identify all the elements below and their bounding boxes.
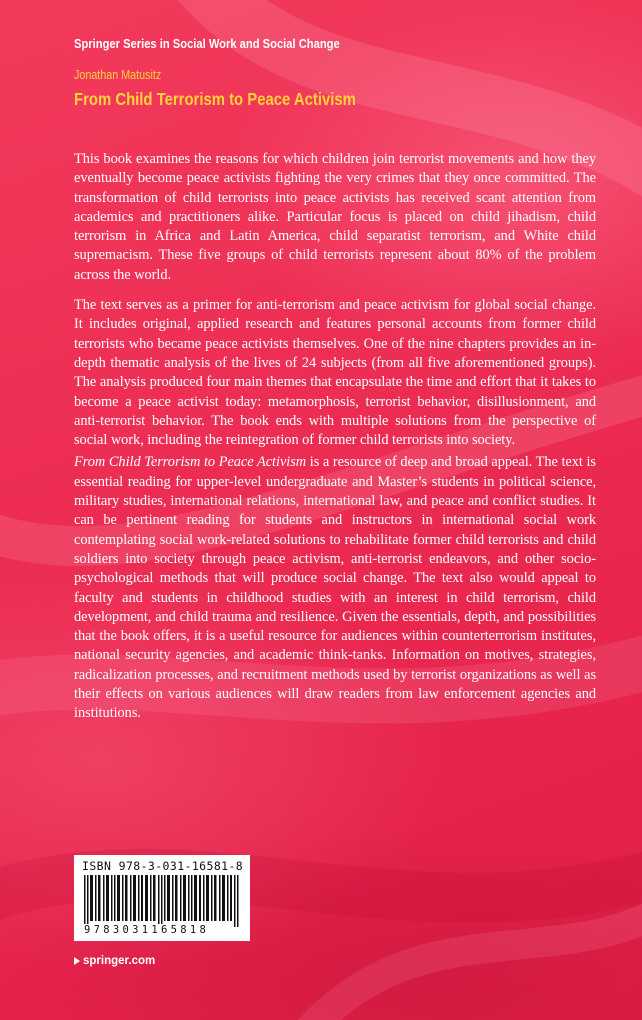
description-paragraph-3 xyxy=(74,453,596,723)
barcode-icon xyxy=(82,875,242,927)
paragraph-3-text: is a resource of deep and broad appeal. The text is essential reading for upper-level undergraduate and Master’s students in political science, military studies, international relations, international law, and peace and conflict studies. It can be pertinent reading for students and instructors in international social work contemplating social work-related solutions to rehabilitate former child terrorists and child soldiers into society through peace activism, anti-terrorist endeavors, and other socio-psychological methods that will produce social change. The text also would appeal to faculty and students in childhood studies with an interest in child terrorism, child development, and child trauma and resilience. Given the essentials, depth, and possibilities that the book offers, it is a useful resource for audiences within counterterrorism institutes, national security agencies, and academic think-tanks. Information on motives, strategies, radicalization processes, and recruitment methods used by terrorist organizations as well as their effects on various audiences will draw readers from law enforcement agencies and institutions. xyxy=(74,454,596,722)
barcode-digits: 9783031165818 xyxy=(84,924,210,936)
description-paragraph-2: The text serves as a primer for anti-terrorism and peace activism for global social change. It includes original, applied research and features personal accounts from former child terrorists who became peace activists themselves. One of the nine chapters provides an in-depth thematic analysis of the lives of 24 subjects (from all five aforementioned groups). The analysis produced four main themes that encapsulate the time and effort that it takes to become a peace activist today: metamorphosis, terrorist behavior, disillusionment, and anti-terrorist behavior. The book ends with multiple solutions from the perspective of social work, including the reintegration of former child terrorists into society. xyxy=(74,297,596,449)
isbn-label: ISBN 978-3-031-16581-8 xyxy=(82,859,244,873)
publisher-url[interactable]: springer.com xyxy=(83,955,156,967)
book-description xyxy=(74,150,596,724)
description-paragraph-1: This book examines the reasons for which children join terrorist movements and how they eventually become peace activists fighting the very crimes that they once committed. The transformation of child terrorists into peace activists has received scant attention from academics and practitioners alike. Particular focus is placed on child jihadism, child terrorism in Africa and Latin America, child separatist terrorism, and White child supremacism. These five groups of child terrorists represent about 80% of the problem across the world. xyxy=(74,151,596,283)
italic-book-title: From Child Terrorism to Peace Activism xyxy=(74,454,307,471)
book-title: From Child Terrorism to Peace Activism xyxy=(74,89,356,109)
arrow-right-icon xyxy=(74,957,80,965)
author-name: Jonathan Matusitz xyxy=(74,68,162,82)
publisher-link[interactable] xyxy=(74,955,155,967)
isbn-barcode xyxy=(74,855,250,941)
series-name: Springer Series in Social Work and Social Change xyxy=(74,36,340,51)
